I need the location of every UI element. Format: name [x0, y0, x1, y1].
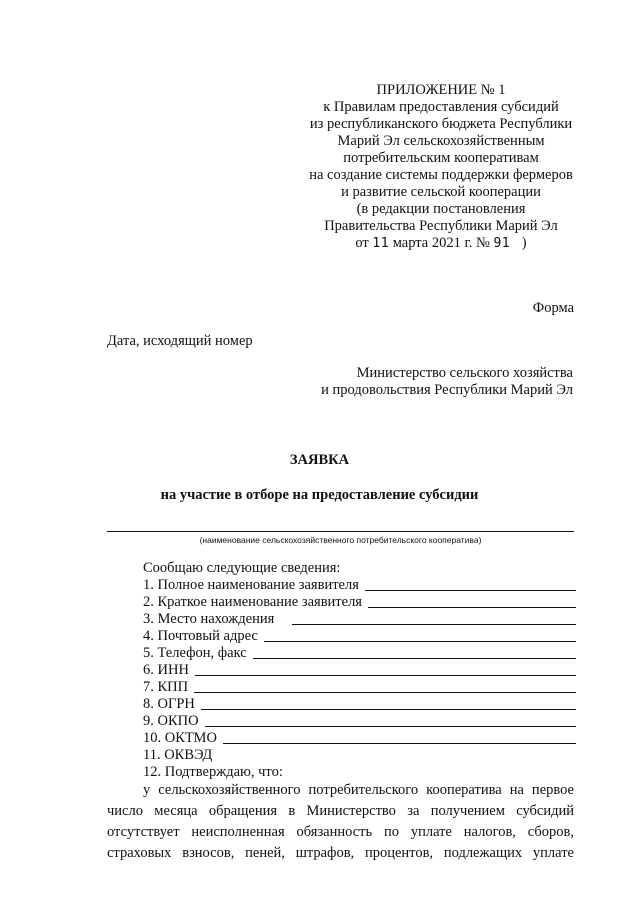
date-number: 91 [493, 236, 511, 251]
appendix-line: Правительства Республики Марий Эл [324, 218, 558, 234]
appendix-line: из республиканского бюджета Республики [309, 116, 573, 132]
appendix-line: ПРИЛОЖЕНИЕ № 1 [376, 82, 506, 98]
field-inn [143, 662, 576, 679]
appendix-line: к Правилам предоставления субсидий [323, 99, 559, 115]
field-blank [194, 692, 576, 693]
field-blank [253, 658, 576, 659]
document-title: ЗАЯВКА [289, 452, 350, 468]
addressee-line2: и продовольствия Республики Марий Эл [321, 382, 573, 398]
paragraph-line: у сельскохозяйственного потребительского кооператива на первое [143, 782, 574, 798]
field-blank [365, 590, 576, 591]
paragraph-line: страховых взносов, пеней, штрафов, процентов, подлежащих уплате [107, 845, 574, 861]
appendix-line: (в редакции постановления [356, 201, 526, 217]
field-label: 6. ИНН [143, 662, 189, 678]
field-label: 3. Место нахождения [143, 611, 275, 627]
date-prefix: от [355, 235, 369, 251]
date-day: 11 [372, 236, 390, 251]
field-label: 1. Полное наименование заявителя [143, 577, 359, 593]
field-blank [264, 641, 576, 642]
field-blank [205, 726, 576, 727]
appendix-date-line [300, 235, 582, 252]
field-label: 10. ОКТМО [143, 730, 217, 746]
field-blank [195, 675, 576, 676]
addressee-line1: Министерство сельского хозяйства [356, 365, 573, 381]
appendix-header [300, 82, 582, 252]
field-short-name [143, 594, 576, 611]
field-label: 8. ОГРН [143, 696, 195, 712]
field-label: 4. Почтовый адрес [143, 628, 258, 644]
intro-text: Сообщаю следующие сведения: [143, 560, 341, 576]
appendix-line: Марий Эл сельскохозяйственным [337, 133, 545, 149]
field-label: 5. Телефон, факс [143, 645, 247, 661]
field-blank [201, 709, 576, 710]
date-month-year: марта 2021 г. № [392, 235, 490, 251]
field-oktmo [143, 730, 576, 747]
document-subtitle: на участие в отборе на предоставление субсидии [160, 487, 479, 503]
cooperative-name-caption: (наименование сельскохозяйственного потребительского кооператива) [199, 535, 482, 545]
date-suffix: ) [521, 235, 527, 251]
field-phone-fax [143, 645, 576, 662]
cooperative-name-line [107, 531, 574, 532]
appendix-line: и развитие сельской кооперации [341, 184, 541, 200]
field-okpo [143, 713, 576, 730]
confirm-text: 12. Подтверждаю, что: [143, 764, 283, 780]
field-label: 2. Краткое наименование заявителя [143, 594, 362, 610]
appendix-line: на создание системы поддержки фермеров [309, 167, 573, 183]
field-blank [223, 743, 576, 744]
date-outgoing-number: Дата, исходящий номер [107, 333, 253, 349]
paragraph-line: отсутствует неисполненная обязанность по уплате налогов, сборов, [107, 824, 574, 840]
field-kpp [143, 679, 576, 696]
field-blank [292, 624, 576, 625]
field-label: 9. ОКПО [143, 713, 199, 729]
field-postal-address [143, 628, 576, 645]
field-blank [368, 607, 576, 608]
appendix-line: потребительским кооперативам [343, 150, 539, 166]
confirmation-paragraph [107, 780, 574, 864]
addressee [320, 365, 573, 399]
field-label: 7. КПП [143, 679, 189, 695]
field-ogrn [143, 696, 576, 713]
form-label: Форма [532, 300, 574, 316]
field-okved: 11. ОКВЭД [143, 747, 213, 763]
paragraph-line: число месяца обращения в Министерство за получением субсидий [107, 803, 574, 819]
field-location [143, 611, 576, 628]
field-full-name [143, 577, 576, 594]
